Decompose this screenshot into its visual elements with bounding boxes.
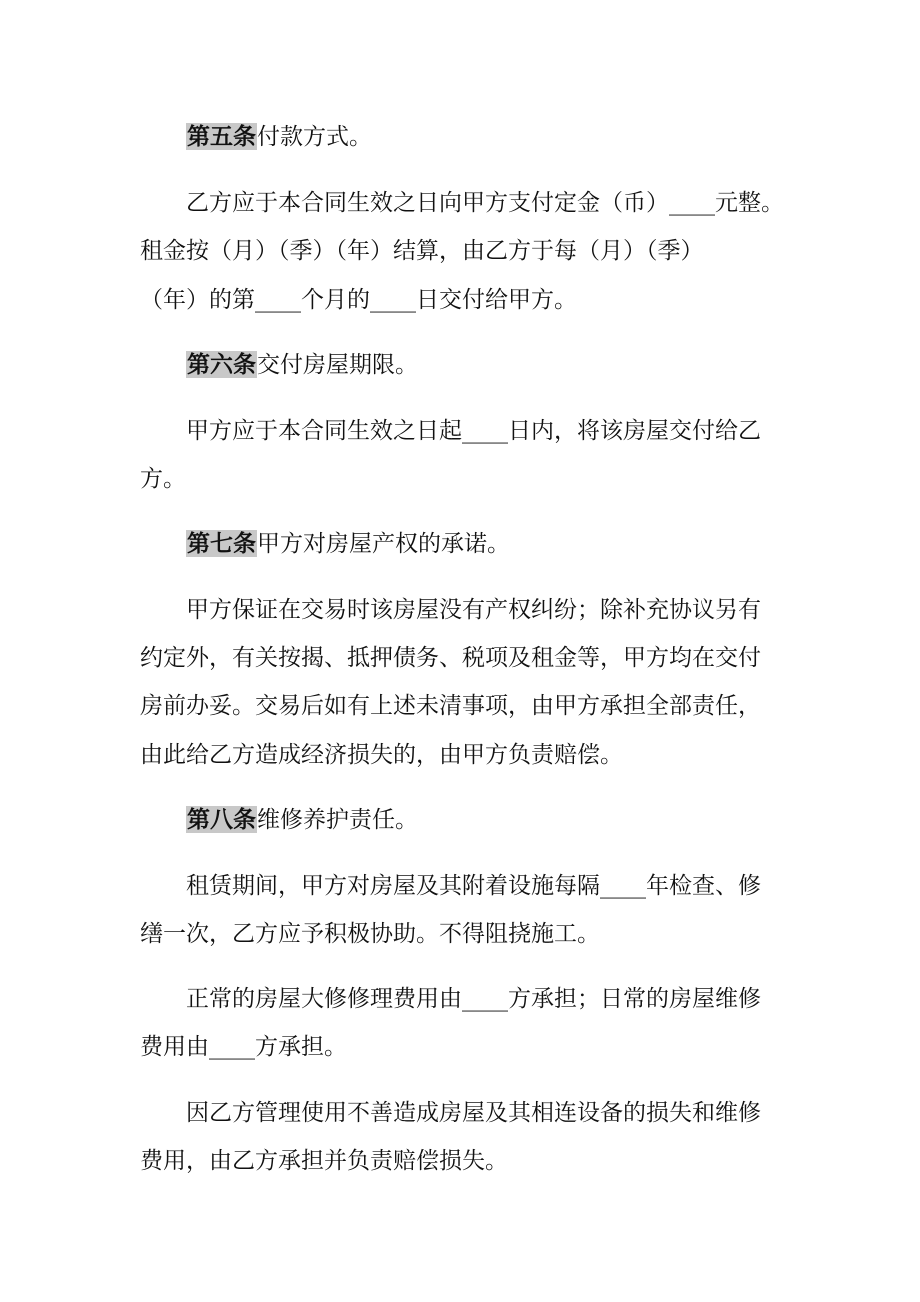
- article-7-label: 第七条: [187, 530, 256, 557]
- article-7-para-1-line-2: 约定外，有关按揭、抵押债务、税项及租金等，甲方均在交付: [140, 645, 761, 671]
- article-5-label: 第五条: [187, 123, 256, 150]
- article-8-para-3-line-1: 因乙方管理使用不善造成房屋及其相连设备的损失和维修: [186, 1100, 761, 1126]
- article-7-para-1-line-3: 房前办妥。交易后如有上述未清事项，由甲方承担全部责任，: [140, 693, 761, 719]
- article-8-para-3-line-2: 费用，由乙方承担并负责赔偿损失。: [140, 1148, 508, 1174]
- article-6-title: 交付房屋期限。: [257, 352, 418, 378]
- article-8-para-1-line-1: 租赁期间，甲方对房屋及其附着设施每隔____年检查、修: [186, 873, 761, 899]
- article-6-para-1-line-2: 方。: [140, 466, 186, 492]
- article-8-label: 第八条: [187, 806, 256, 833]
- article-6-para-1-line-1: 甲方应于本合同生效之日起____日内，将该房屋交付给乙: [186, 418, 761, 444]
- article-6-heading: [186, 350, 418, 380]
- article-8-heading: [186, 805, 418, 835]
- article-8-para-2-line-2: 费用由____方承担。: [140, 1034, 347, 1060]
- article-8-title: 维修养护责任。: [257, 807, 418, 833]
- article-7-title: 甲方对房屋产权的承诺。: [257, 531, 510, 557]
- article-5-para-1-line-3: （年）的第____个月的____日交付给甲方。: [140, 287, 577, 313]
- article-5-para-1-line-2: 租金按（月）（季）（年）结算，由乙方于每（月）（季）: [140, 238, 704, 264]
- article-7-para-1-line-4: 由此给乙方造成经济损失的，由甲方负责赔偿。: [140, 742, 623, 768]
- article-8-para-1-line-2: 缮一次，乙方应予积极协助。不得阻挠施工。: [140, 921, 600, 947]
- article-5-title: 付款方式。: [257, 124, 372, 150]
- article-5-heading: [186, 122, 372, 152]
- article-8-para-2-line-1: 正常的房屋大修修理费用由____方承担；日常的房屋维修: [186, 986, 761, 1012]
- article-5-para-1-line-1: 乙方应于本合同生效之日向甲方支付定金（币）____元整。: [186, 190, 784, 216]
- article-6-label: 第六条: [187, 351, 256, 378]
- article-7-para-1-line-1: 甲方保证在交易时该房屋没有产权纠纷；除补充协议另有: [186, 597, 761, 623]
- article-7-heading: [186, 529, 510, 559]
